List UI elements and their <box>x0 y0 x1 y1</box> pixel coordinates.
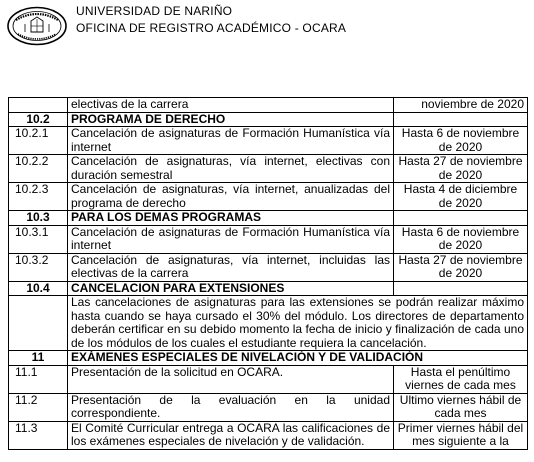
office-name: OFICINA DE REGISTRO ACADÉMICO - OCARA <box>76 21 347 35</box>
row-number: 10.3.2 <box>9 253 68 281</box>
row-description: Cancelación de asignaturas de Formación Humanística vía internet <box>68 225 394 253</box>
row-description: Cancelación de asignaturas, vía internet, incluidas las electivas de la carrera <box>68 253 394 281</box>
section-title: EXÁMENES ESPECIALES DE NIVELACIÓN Y DE VALIDACIÓN <box>68 351 528 366</box>
section-number: 10.2 <box>9 112 68 127</box>
row-date: noviembre de 2020 <box>394 98 528 113</box>
table-row <box>9 365 528 393</box>
row-description: Presentación de la solicitud en OCARA. <box>68 365 394 393</box>
university-seal <box>6 6 68 46</box>
row-date: Hasta 6 de noviembre de 2020 <box>394 127 528 155</box>
section-row <box>9 281 528 296</box>
row-date: Hasta el penúltimo viernes de cada mes <box>394 365 528 393</box>
row-date: Hasta 4 de diciembre de 2020 <box>394 183 528 211</box>
section-title: PROGRAMA DE DERECHO <box>68 112 394 127</box>
row-number: 10.2.2 <box>9 155 68 183</box>
document-header <box>76 3 346 37</box>
table-row <box>9 127 528 155</box>
table-row <box>9 225 528 253</box>
academic-calendar-table <box>8 97 528 450</box>
row-number: 10.2.1 <box>9 127 68 155</box>
table-row <box>9 296 528 351</box>
section-title: CANCELACION PARA EXTENSIONES <box>68 281 394 296</box>
row-date: Primer viernes hábil del mes siguiente a la <box>394 421 528 449</box>
table-row <box>9 183 528 211</box>
row-description: Cancelación de asignaturas de Formación Humanística vía internet <box>68 127 394 155</box>
row-number: 11.3 <box>9 421 68 449</box>
row-date: Hasta 27 de noviembre de 2020 <box>394 155 528 183</box>
row-description: electivas de la carrera <box>68 98 394 113</box>
row-number: 10.2.3 <box>9 183 68 211</box>
table-row <box>9 155 528 183</box>
section-number: 11 <box>9 351 68 366</box>
section-row <box>9 211 528 226</box>
table-row <box>9 421 528 449</box>
row-description: Cancelación de asignaturas, vía internet, electivas con duración semestral <box>68 155 394 183</box>
row-number: 11.1 <box>9 365 68 393</box>
row-date: Ultimo viernes hábil de cada mes <box>394 393 528 421</box>
table-row <box>9 253 528 281</box>
row-description: Cancelación de asignaturas, vía internet, anualizadas del programa de derecho <box>68 183 394 211</box>
table-row <box>9 393 528 421</box>
section-number: 10.4 <box>9 281 68 296</box>
section-row <box>9 351 528 366</box>
row-date: Hasta 6 de noviembre de 2020 <box>394 225 528 253</box>
section-number: 10.3 <box>9 211 68 226</box>
row-number: 10.3.1 <box>9 225 68 253</box>
section-row <box>9 112 528 127</box>
row-number: 11.2 <box>9 393 68 421</box>
row-date: Hasta 27 de noviembre de 2020 <box>394 253 528 281</box>
table-row <box>9 98 528 113</box>
row-description: El Comité Curricular entrega a OCARA las calificaciones de los exámenes especiales de nivelación y de validación. <box>68 421 394 449</box>
row-description: Presentación de la evaluación en la unidad correspondiente. <box>68 393 394 421</box>
extensions-paragraph: Las cancelaciones de asignaturas para las extensiones se podrán realizar máximo hasta cuando se haya cursado el 30% del módulo. Los directores de departamento deberán certificar en su debido momento la fecha de inicio y finalización de cada uno de los módulos de los cuales el estudiante requiera la cancelación. <box>68 296 528 351</box>
university-name: UNIVERSIDAD DE NARIÑO <box>76 4 233 18</box>
section-title: PARA LOS DEMAS PROGRAMAS <box>68 211 394 226</box>
